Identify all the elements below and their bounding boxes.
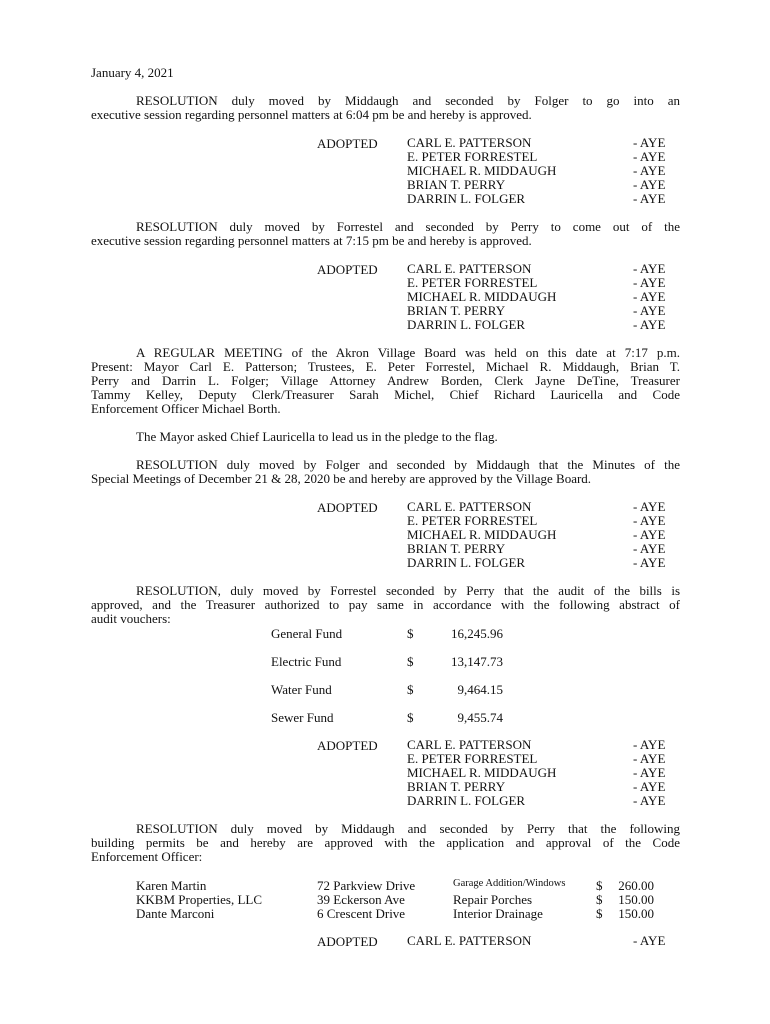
vote-aye: - AYE [633,191,666,206]
text-line: A REGULAR MEETING of the Akron Village Board was held on this date at 7:17 p.m. [136,345,680,360]
resolution-building-permits [91,822,680,864]
vote-member-name: MICHAEL R. MIDDAUGH [407,163,557,178]
text-line: Perry and Darrin L. Folger; Village Attorney Andrew Borden, Clerk Jayne DeTine, Treasurer [91,373,680,388]
vote-member-name: DARRIN L. FOLGER [407,793,526,808]
permit-work: Garage Addition/Windows [453,878,566,889]
vote-aye: - AYE [633,513,666,528]
fund-amount: 16,245.96 [451,626,503,641]
text-line: audit vouchers: [91,611,171,626]
fund-row [0,626,770,640]
fund-currency: $ [407,682,414,697]
fund-name: Electric Fund [271,654,342,669]
vote-aye: - AYE [633,177,666,192]
vote-member-name: MICHAEL R. MIDDAUGH [407,765,557,780]
vote-aye: - AYE [633,163,666,178]
text-line: building permits be and hereby are approved with the application and approval of the Code [91,835,680,850]
vote-member-name: CARL E. PATTERSON [407,737,532,752]
vote-aye: - AYE [633,933,666,948]
permit-currency: $ [596,892,603,907]
resolution-audit-bills [91,584,680,626]
permit-fee: 150.00 [618,906,654,921]
permit-fee: 260.00 [618,878,654,893]
text-line: Enforcement Officer: [91,849,203,864]
vote-member-name: MICHAEL R. MIDDAUGH [407,289,557,304]
permit-applicant: Karen Martin [136,878,207,893]
text-line: Special Meetings of December 21 & 28, 2020 be and hereby are approved by the Village Board. [91,471,592,486]
text-line: executive session regarding personnel matters at 7:15 pm be and hereby is approved. [91,233,532,248]
text-line: executive session regarding personnel matters at 6:04 pm be and hereby is approved. [91,107,532,122]
text-line: RESOLUTION, duly moved by Forrestel seconded by Perry that the audit of the bills is [136,583,680,598]
vote-aye: - AYE [633,149,666,164]
text-line: RESOLUTION duly moved by Middaugh and seconded by Perry that the following [136,821,680,836]
vote-member-name: E. PETER FORRESTEL [407,149,538,164]
vote-member-name: CARL E. PATTERSON [407,499,532,514]
resolution-minutes-approval [91,458,680,486]
vote-member-name: CARL E. PATTERSON [407,135,532,150]
vote-aye: - AYE [633,779,666,794]
vote-block [0,136,770,206]
text-line: Present: Mayor Carl E. Patterson; Trustees, E. Peter Forrestel, Michael R. Middaugh, Brian T. [91,359,680,374]
vote-member-name: MICHAEL R. MIDDAUGH [407,527,557,542]
vote-block [0,500,770,570]
resolution-executive-session-out [91,220,680,248]
vote-member-name: DARRIN L. FOLGER [407,555,526,570]
fund-currency: $ [407,626,414,641]
resolution-executive-session-in [91,94,680,122]
permit-applicant: Dante Marconi [136,906,215,921]
vote-aye: - AYE [633,261,666,276]
permit-address: 72 Parkview Drive [317,878,416,893]
permit-work: Repair Porches [453,892,533,907]
permit-applicant: KKBM Properties, LLC [136,892,263,907]
text-line: Enforcement Officer Michael Borth. [91,401,281,416]
adopted-label: ADOPTED [317,500,378,515]
vote-aye: - AYE [633,135,666,150]
permit-row [0,878,770,892]
fund-name: General Fund [271,626,343,641]
meeting-date: January 4, 2021 [91,65,174,80]
vote-aye: - AYE [633,289,666,304]
vote-aye: - AYE [633,737,666,752]
fund-amount: 9,464.15 [457,682,503,697]
text-line: approved, and the Treasurer authorized to pay same in accordance with the following abstract of [91,597,680,612]
permit-address: 39 Eckerson Ave [317,892,405,907]
fund-name: Sewer Fund [271,710,334,725]
fund-currency: $ [407,654,414,669]
fund-currency: $ [407,710,414,725]
text-line: Tammy Kelley, Deputy Clerk/Treasurer Sarah Michel, Chief Richard Lauricella and Code [91,387,680,402]
permit-currency: $ [596,906,603,921]
vote-member-name: E. PETER FORRESTEL [407,513,538,528]
meeting-attendance-paragraph [91,346,680,416]
vote-member-name: BRIAN T. PERRY [407,541,506,556]
vote-aye: - AYE [633,527,666,542]
adopted-label: ADOPTED [317,934,378,949]
vote-aye: - AYE [633,765,666,780]
permit-address: 6 Crescent Drive [317,906,406,921]
vote-member-name: CARL E. PATTERSON [407,933,532,948]
fund-name: Water Fund [271,682,332,697]
fund-amount: 9,455.74 [457,710,503,725]
text-line: RESOLUTION duly moved by Middaugh and seconded by Folger to go into an [136,93,680,108]
adopted-label: ADOPTED [317,262,378,277]
adopted-label: ADOPTED [317,136,378,151]
vote-aye: - AYE [633,751,666,766]
vote-aye: - AYE [633,499,666,514]
vote-aye: - AYE [633,793,666,808]
adopted-label: ADOPTED [317,738,378,753]
text-line: RESOLUTION duly moved by Folger and seconded by Middaugh that the Minutes of the [136,457,680,472]
vote-aye: - AYE [633,317,666,332]
fund-row [0,710,770,724]
vote-member-name: BRIAN T. PERRY [407,303,506,318]
text-line: RESOLUTION duly moved by Forrestel and seconded by Perry to come out of the [136,219,680,234]
vote-member-name: BRIAN T. PERRY [407,177,506,192]
vote-member-name: CARL E. PATTERSON [407,261,532,276]
vote-aye: - AYE [633,555,666,570]
vote-aye: - AYE [633,303,666,318]
vote-block [0,262,770,332]
fund-row [0,654,770,668]
vote-member-name: DARRIN L. FOLGER [407,191,526,206]
vote-block [0,738,770,808]
vote-member-name: E. PETER FORRESTEL [407,275,538,290]
fund-row [0,682,770,696]
vote-member-name: DARRIN L. FOLGER [407,317,526,332]
vote-aye: - AYE [633,275,666,290]
pledge-paragraph: The Mayor asked Chief Lauricella to lead us in the pledge to the flag. [136,429,498,444]
vote-member-name: E. PETER FORRESTEL [407,751,538,766]
vote-block [0,934,770,948]
permit-row [0,892,770,906]
permit-currency: $ [596,878,603,893]
permit-work: Interior Drainage [453,906,543,921]
vote-member-name: BRIAN T. PERRY [407,779,506,794]
permit-fee: 150.00 [618,892,654,907]
permit-row [0,906,770,920]
vote-aye: - AYE [633,541,666,556]
fund-amount: 13,147.73 [451,654,503,669]
